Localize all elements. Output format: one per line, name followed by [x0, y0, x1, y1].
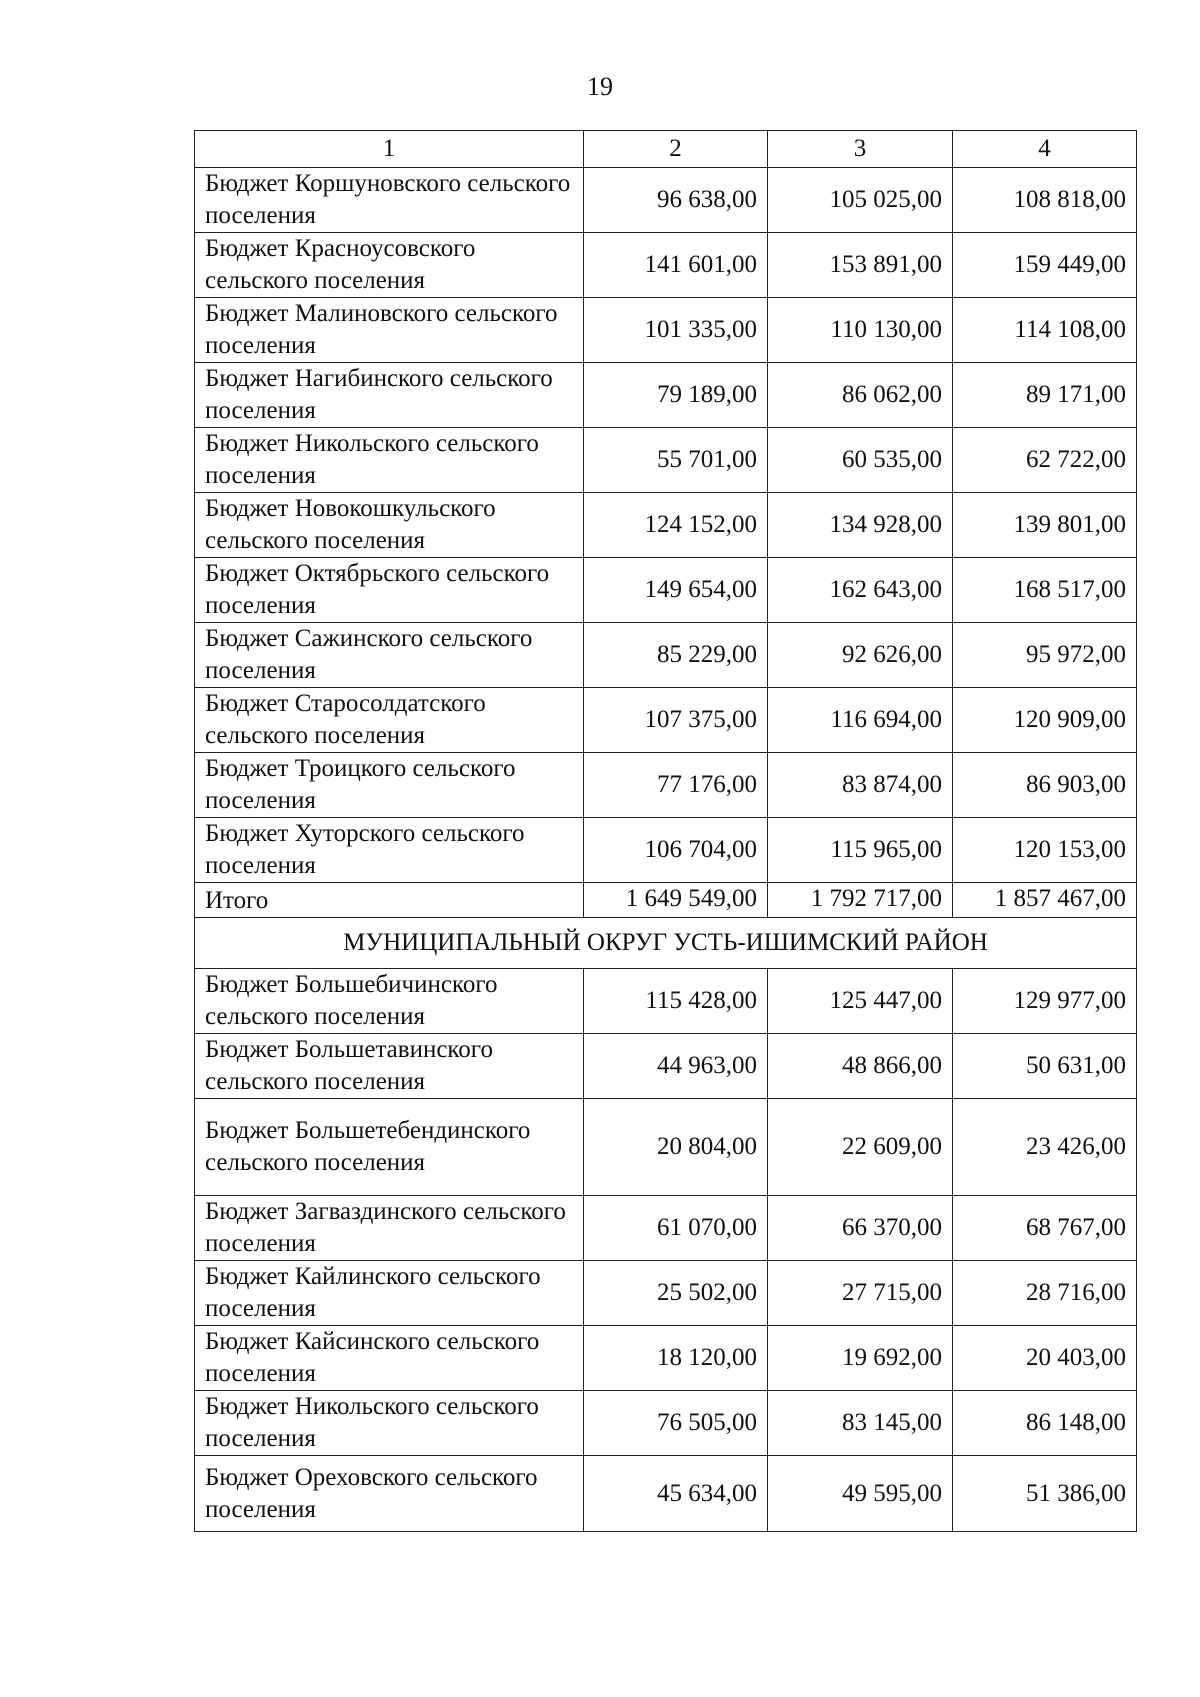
value-col-3: 134 928,00: [768, 493, 953, 558]
table-row: [195, 298, 1137, 363]
table-row: [195, 1196, 1137, 1261]
value-col-4: 89 171,00: [953, 363, 1137, 428]
value-col-3: 19 692,00: [768, 1326, 953, 1391]
section-header-row: [195, 918, 1137, 969]
value-col-4: 20 403,00: [953, 1326, 1137, 1391]
value-col-2: 124 152,00: [584, 493, 768, 558]
value-col-2: 141 601,00: [584, 233, 768, 298]
value-col-4: 95 972,00: [953, 623, 1137, 688]
value-col-2: 77 176,00: [584, 753, 768, 818]
value-col-3: 83 874,00: [768, 753, 953, 818]
value-col-3: 22 609,00: [768, 1099, 953, 1196]
value-col-2: 20 804,00: [584, 1099, 768, 1196]
settlement-name: Бюджет Сажинского сельского поселения: [195, 623, 584, 688]
settlement-name: Бюджет Большетавинского сельского поселения: [195, 1034, 584, 1099]
total-label: Итого: [195, 883, 584, 918]
value-col-3: 162 643,00: [768, 558, 953, 623]
value-col-3: 60 535,00: [768, 428, 953, 493]
value-col-4: 28 716,00: [953, 1261, 1137, 1326]
value-col-4: 139 801,00: [953, 493, 1137, 558]
table-row: [195, 1034, 1137, 1099]
table-row: [195, 363, 1137, 428]
table-row: [195, 1391, 1137, 1456]
value-col-2: 55 701,00: [584, 428, 768, 493]
table-row: [195, 1456, 1137, 1532]
table-row: [195, 688, 1137, 753]
table-row: [195, 493, 1137, 558]
header-cell: 4: [953, 131, 1137, 168]
table-row: [195, 1326, 1137, 1391]
value-col-2: 149 654,00: [584, 558, 768, 623]
value-col-2: 76 505,00: [584, 1391, 768, 1456]
value-col-4: 120 153,00: [953, 818, 1137, 883]
settlement-name: Бюджет Большетебендинского сельского поселения: [195, 1099, 584, 1196]
settlement-name: Бюджет Хуторского сельского поселения: [195, 818, 584, 883]
settlement-name: Бюджет Большебичинского сельского поселения: [195, 969, 584, 1034]
table-row: [195, 1099, 1137, 1196]
settlement-name: Бюджет Октябрьского сельского поселения: [195, 558, 584, 623]
value-col-3: 27 715,00: [768, 1261, 953, 1326]
value-col-4: 23 426,00: [953, 1099, 1137, 1196]
value-col-2: 61 070,00: [584, 1196, 768, 1261]
table-row: [195, 753, 1137, 818]
value-col-4: 51 386,00: [953, 1456, 1137, 1532]
column-number-header: [195, 131, 1137, 168]
value-col-3: 92 626,00: [768, 623, 953, 688]
table-row: [195, 233, 1137, 298]
value-col-2: 107 375,00: [584, 688, 768, 753]
settlement-name: Бюджет Ореховского сельского поселения: [195, 1456, 584, 1532]
header-cell: 1: [195, 131, 584, 168]
value-col-2: 106 704,00: [584, 818, 768, 883]
value-col-2: 44 963,00: [584, 1034, 768, 1099]
value-col-3: 115 965,00: [768, 818, 953, 883]
value-col-4: 129 977,00: [953, 969, 1137, 1034]
table-row: [195, 623, 1137, 688]
settlement-name: Бюджет Красноусовского сельского поселения: [195, 233, 584, 298]
total-col-4: 1 857 467,00: [953, 883, 1137, 918]
value-col-2: 18 120,00: [584, 1326, 768, 1391]
value-col-4: 120 909,00: [953, 688, 1137, 753]
settlement-name: Бюджет Новокошкульского сельского поселения: [195, 493, 584, 558]
page-number: 19: [587, 72, 613, 101]
settlement-name: Бюджет Никольского сельского поселения: [195, 1391, 584, 1456]
value-col-4: 168 517,00: [953, 558, 1137, 623]
value-col-2: 85 229,00: [584, 623, 768, 688]
value-col-4: 50 631,00: [953, 1034, 1137, 1099]
table-row: [195, 558, 1137, 623]
settlement-name: Бюджет Кайсинского сельского поселения: [195, 1326, 584, 1391]
table-row: [195, 428, 1137, 493]
header-cell: 3: [768, 131, 953, 168]
table-row: [195, 969, 1137, 1034]
value-col-2: 79 189,00: [584, 363, 768, 428]
value-col-3: 105 025,00: [768, 168, 953, 233]
value-col-3: 83 145,00: [768, 1391, 953, 1456]
value-col-3: 49 595,00: [768, 1456, 953, 1532]
total-col-3: 1 792 717,00: [768, 883, 953, 918]
budget-table: [194, 130, 1137, 1532]
value-col-4: 62 722,00: [953, 428, 1137, 493]
total-col-2: 1 649 549,00: [584, 883, 768, 918]
value-col-3: 86 062,00: [768, 363, 953, 428]
settlement-name: Бюджет Старосолдатского сельского поселения: [195, 688, 584, 753]
settlement-name: Бюджет Коршуновского сельского поселения: [195, 168, 584, 233]
value-col-2: 96 638,00: [584, 168, 768, 233]
value-col-3: 116 694,00: [768, 688, 953, 753]
value-col-4: 86 148,00: [953, 1391, 1137, 1456]
value-col-4: 114 108,00: [953, 298, 1137, 363]
value-col-2: 25 502,00: [584, 1261, 768, 1326]
table-row: [195, 168, 1137, 233]
header-cell: 2: [584, 131, 768, 168]
value-col-2: 115 428,00: [584, 969, 768, 1034]
value-col-3: 153 891,00: [768, 233, 953, 298]
table-row: [195, 818, 1137, 883]
value-col-2: 101 335,00: [584, 298, 768, 363]
section-title: МУНИЦИПАЛЬНЫЙ ОКРУГ УСТЬ-ИШИМСКИЙ РАЙОН: [195, 918, 1137, 969]
settlement-name: Бюджет Кайлинского сельского поселения: [195, 1261, 584, 1326]
settlement-name: Бюджет Троицкого сельского поселения: [195, 753, 584, 818]
value-col-4: 108 818,00: [953, 168, 1137, 233]
value-col-3: 110 130,00: [768, 298, 953, 363]
settlement-name: Бюджет Нагибинского сельского поселения: [195, 363, 584, 428]
value-col-4: 68 767,00: [953, 1196, 1137, 1261]
value-col-2: 45 634,00: [584, 1456, 768, 1532]
value-col-3: 66 370,00: [768, 1196, 953, 1261]
value-col-4: 159 449,00: [953, 233, 1137, 298]
settlement-name: Бюджет Малиновского сельского поселения: [195, 298, 584, 363]
value-col-3: 125 447,00: [768, 969, 953, 1034]
total-row: [195, 883, 1137, 918]
settlement-name: Бюджет Загваздинского сельского поселения: [195, 1196, 584, 1261]
table-row: [195, 1261, 1137, 1326]
value-col-3: 48 866,00: [768, 1034, 953, 1099]
value-col-4: 86 903,00: [953, 753, 1137, 818]
settlement-name: Бюджет Никольского сельского поселения: [195, 428, 584, 493]
